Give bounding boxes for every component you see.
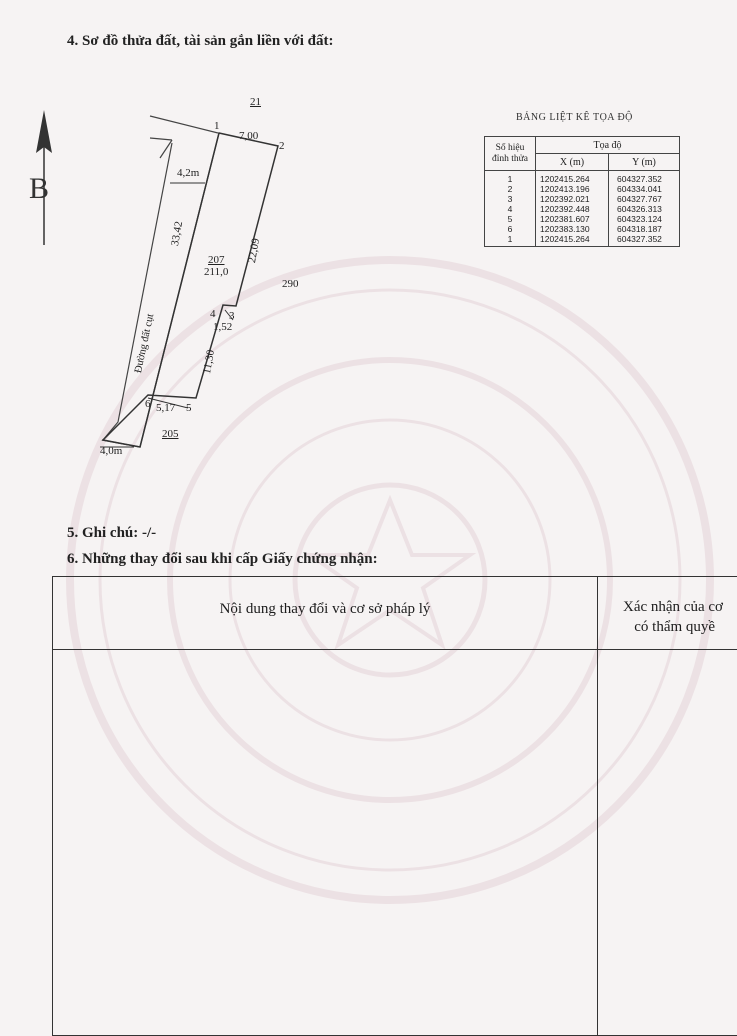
table-row: 1 1202415.264 604327.352 — [485, 171, 680, 185]
vertex-1: 1 — [214, 120, 220, 132]
table-row: 4 1202392.448 604326.313 — [485, 204, 680, 214]
road-label: Đường đất cụt — [133, 312, 157, 375]
vertex-3: 3 — [229, 310, 235, 322]
dim-left: 33,42 — [169, 220, 186, 247]
coord-table — [484, 136, 680, 247]
parcel-number: 207 — [208, 254, 225, 266]
coord-col-y: Y (m) — [609, 154, 680, 171]
table-row: 6 1202383.130 604318.187 — [485, 224, 680, 234]
vertex-5: 5 — [186, 402, 192, 414]
dim-right: 22,09 — [246, 237, 263, 264]
coord-col-id: Số hiệu đỉnh thửa — [485, 137, 536, 171]
parcel-label-right: 290 — [282, 278, 299, 290]
vertex-4: 4 — [210, 308, 216, 320]
table-row: 2 1202413.196 604334.041 — [485, 184, 680, 194]
coord-col-group: Tọa độ — [536, 137, 680, 154]
dim-bottom: 5,17 — [156, 402, 176, 414]
dim-top: 7,00 — [239, 130, 259, 142]
parcel-area: 211,0 — [204, 266, 229, 278]
vertex-6: 6 — [145, 398, 151, 410]
dim-middle: 11,30 — [201, 348, 218, 375]
north-label: B — [29, 172, 50, 205]
parcel-label-top: 21 — [250, 96, 261, 108]
dim-step: 1,52 — [213, 321, 233, 333]
table-row: 1 1202415.264 604327.352 — [485, 234, 680, 247]
dim-road-bottom: 4,0m — [100, 445, 123, 457]
dim-road-top: 4,2m — [177, 167, 200, 179]
parcel-label-bottom: 205 — [162, 428, 179, 440]
table-row: 3 1202392.021 604327.767 — [485, 194, 680, 204]
section-5-heading: 5. Ghi chú: -/- — [67, 525, 157, 541]
table-row: 5 1202381.607 604323.124 — [485, 214, 680, 224]
section-4-heading: 4. Sơ đồ thửa đất, tài sản gắn liền với đất: — [67, 33, 334, 49]
section-6-heading: 6. Những thay đổi sau khi cấp Giấy chứng nhận: — [67, 551, 378, 567]
vertex-2: 2 — [279, 140, 285, 152]
changes-table — [52, 576, 737, 1036]
changes-col-content: Nội dung thay đổi và cơ sở pháp lý — [219, 601, 431, 617]
coord-col-x: X (m) — [536, 154, 609, 171]
coord-table-title: BẢNG LIỆT KÊ TỌA ĐỘ — [516, 112, 633, 123]
changes-col-confirm: Xác nhận của cơ có thẩm quyề — [623, 599, 723, 635]
